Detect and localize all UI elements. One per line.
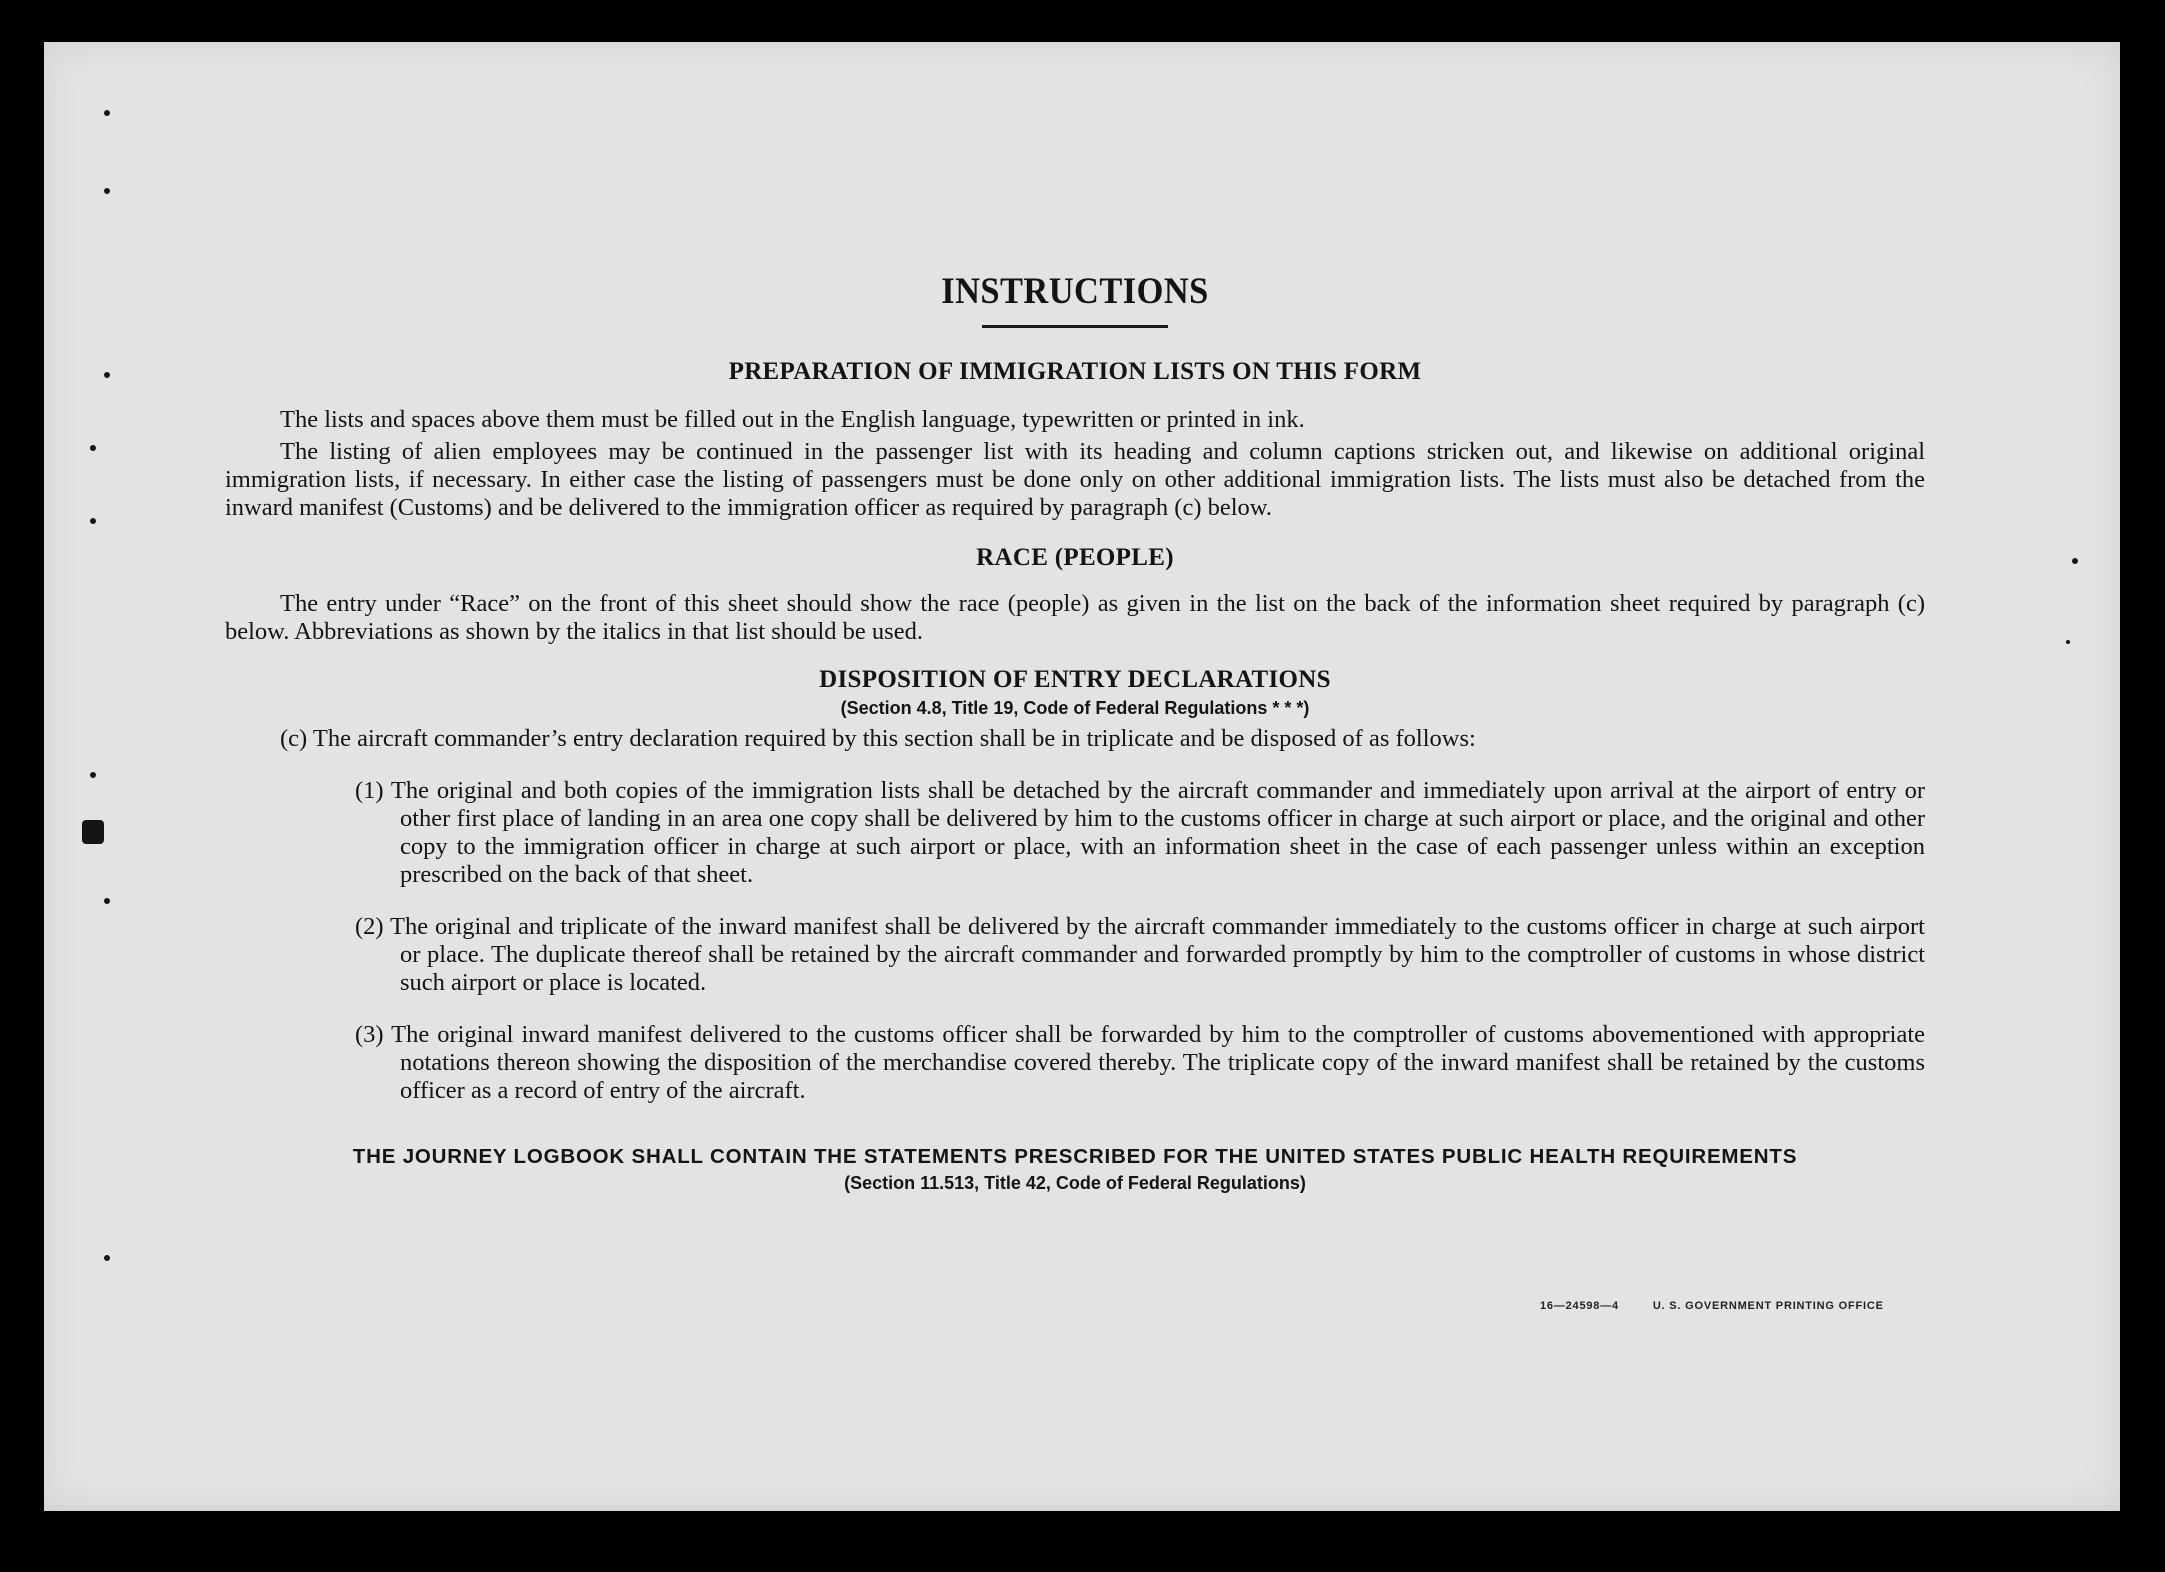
section-heading-race: RACE (PEOPLE) bbox=[976, 544, 1174, 571]
section-heading-disposition: DISPOSITION OF ENTRY DECLARATIONS bbox=[819, 666, 1331, 693]
margin-mark bbox=[2066, 640, 2070, 644]
footer-heading: THE JOURNEY LOGBOOK SHALL CONTAIN THE STATEMENTS PRESCRIBED FOR THE UNITED STATES PUBLIC HEALTH REQUIREMENTS bbox=[352, 1145, 1798, 1168]
paragraph: The lists and spaces above them must be filled out in the English language, typewritten or printed in ink. bbox=[280, 406, 1305, 433]
sheet-edge bbox=[44, 1505, 2120, 1511]
paragraph: The listing of alien employees may be continued in the passenger list with its heading and column captions stricken out, and likewise on additional original immigration lists, if necessary. In either case the listing of passengers must be done only on other additional immigration lists. The lists must also be detached from the inward manifest (Customs) and be delivered to the immigration officer as required by paragraph (c) below. bbox=[225, 438, 1925, 521]
print-number: 16—24598—4 bbox=[1540, 1300, 1619, 1312]
section-citation: (Section 4.8, Title 19, Code of Federal Regulations * * *) bbox=[840, 698, 1310, 718]
section-heading-preparation: PREPARATION OF IMMIGRATION LISTS ON THIS FORM bbox=[728, 358, 1422, 385]
title-rule bbox=[982, 325, 1168, 328]
footer-citation: (Section 11.513, Title 42, Code of Federal Regulations) bbox=[844, 1173, 1306, 1193]
margin-mark bbox=[90, 518, 96, 524]
list-item: (1) The original and both copies of the immigration lists shall be detached by the aircraft commander and immediately upon arrival at the airport of entry or other first place of landing in an area one copy shall be delivered by him to the customs officer in charge at such airport or place, and the original and other copy to the immigration officer in charge at such airport or place, with an information sheet in the case of each passenger unless within an exception prescribed on the back of that sheet. bbox=[355, 777, 1925, 888]
margin-mark bbox=[104, 372, 110, 378]
paragraph-c: (c) The aircraft commander’s entry declaration required by this section shall be in triplicate and be disposed of as follows: bbox=[280, 725, 1476, 752]
margin-mark bbox=[90, 772, 96, 778]
printer-name: U. S. GOVERNMENT PRINTING OFFICE bbox=[1652, 1300, 1884, 1312]
margin-mark bbox=[104, 1255, 110, 1261]
printer-imprint bbox=[1540, 1300, 1914, 1312]
page-title: INSTRUCTIONS bbox=[941, 271, 1209, 312]
margin-mark bbox=[104, 110, 110, 116]
margin-mark bbox=[90, 445, 96, 451]
margin-mark bbox=[104, 898, 110, 904]
margin-mark bbox=[2072, 558, 2078, 564]
margin-mark bbox=[104, 188, 110, 194]
paragraph: The entry under “Race” on the front of this sheet should show the race (people) as given in the list on the back of the information sheet required by paragraph (c) below. Abbreviations as shown by the italics in that list should be used. bbox=[225, 590, 1925, 645]
list-item: (2) The original and triplicate of the inward manifest shall be delivered by the aircraft commander immediately to the customs officer in charge at such airport or place. The duplicate thereof shall be retained by the aircraft commander and forwarded promptly by him to the comptroller of customs in whose district such airport or place is located. bbox=[355, 913, 1925, 996]
document-body bbox=[225, 270, 1925, 1194]
list-item: (3) The original inward manifest delivered to the customs officer shall be forwarded by him to the comptroller of customs abovementioned with appropriate notations thereon showing the disposition of the merchandise covered thereby. The triplicate copy of the inward manifest shall be retained by the customs officer as a record of entry of the aircraft. bbox=[355, 1021, 1925, 1104]
margin-mark bbox=[82, 820, 104, 844]
